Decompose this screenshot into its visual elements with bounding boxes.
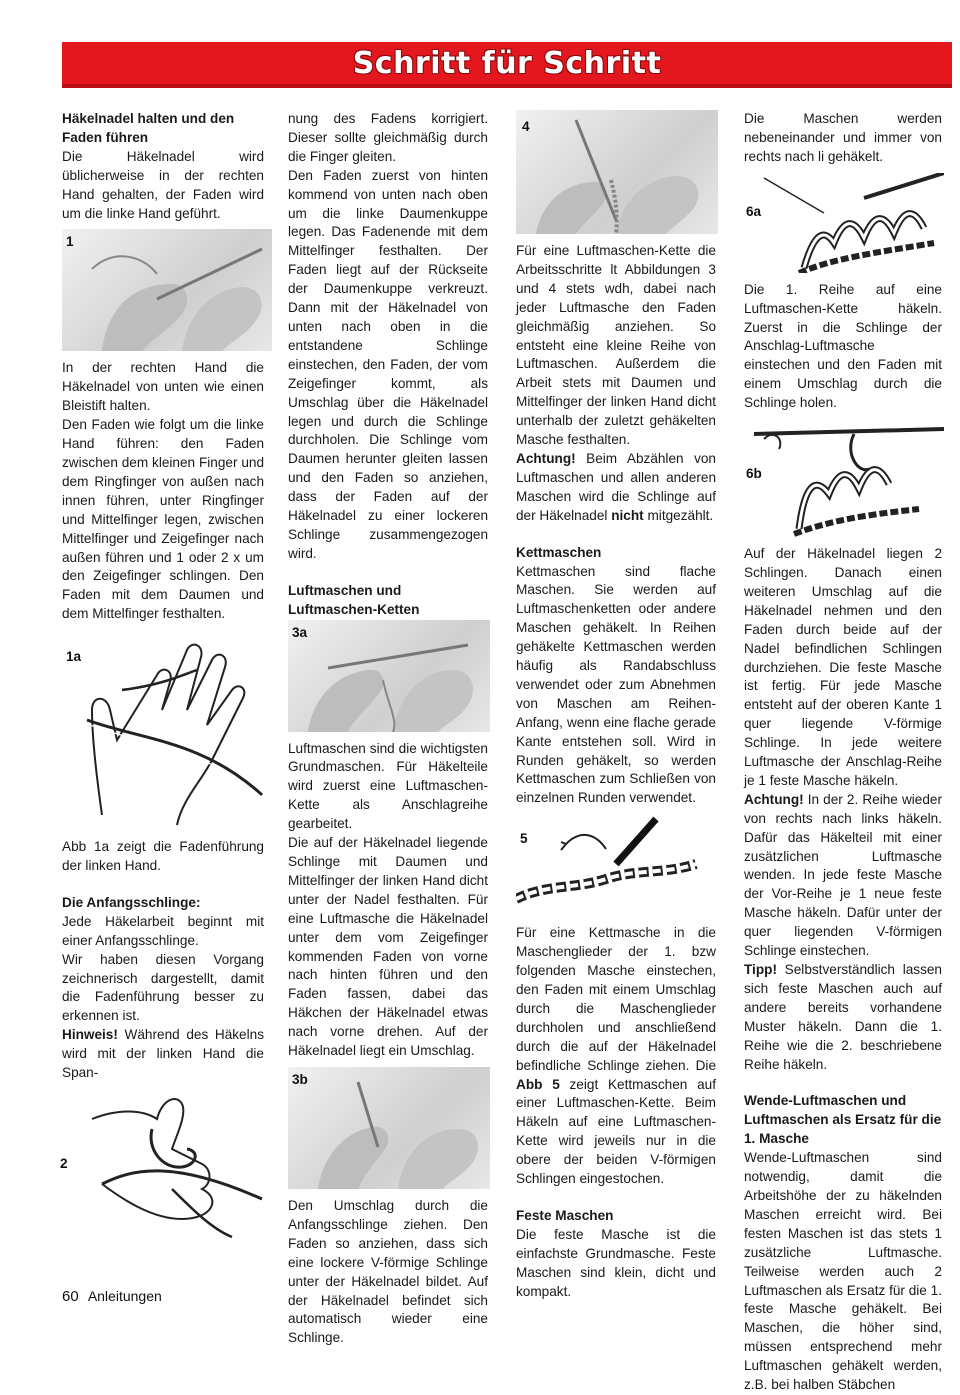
heading-slip-stitches: Kettmaschen <box>516 544 602 560</box>
page-number: 60 <box>62 1288 79 1305</box>
note-text: Beim Abzählen von Luftmaschen und allen anderen Maschen wird die Schlinge auf der Häkelnadel <box>516 450 716 523</box>
paragraph <box>516 924 716 1189</box>
photo-hands-3b <box>288 1067 490 1189</box>
paragraph: In der rechten Hand die Häkelnadel von unten wie einen Bleistift halten. <box>62 360 264 414</box>
column-2 <box>288 110 488 1348</box>
figure-number: 2 <box>60 1156 68 1171</box>
photo-hands-3a <box>288 620 490 732</box>
note-text: In der 2. Reihe wieder von rechts nach links häkeln. Dafür das Häkelteil mit einer zusätzlichen Luftmasche wenden. In jede feste Masche der Vor-Reihe je 1 neue feste Masche häkeln. Dafür unter der quer liegenden V-förmigen Schlinge einstechen. <box>744 791 942 959</box>
paragraph: Den Umschlag durch die Anfangsschlinge ziehen. Den Faden so anziehen, dass sich eine lockere V-förmige Schlinge unter der Häkelnadel bildet. Auf der Häkelnadel befindet sich automatisch wieder eine Schlinge. <box>288 1197 488 1346</box>
paragraph: Die auf der Häkelnadel liegende Schlinge mit Daumen und Mittelfinger der linken Hand dicht unter der Nadel festhalten. Für eine Luftmasche die Häkelnadel unter dem vom Zeigefinger kommenden Faden von vorne nach hinten führen und den Faden fassen, dabei das Häkchen der Häkelnadel etwas nach vorne drehen. Auf der Häkelnadel liegt ein Umschlag. <box>288 835 488 1059</box>
hand-outline-icon <box>62 630 272 830</box>
paragraph-text: zeigt Kettmaschen auf einer Luftmaschen-Kette. Beim Häkeln auf eine Luftmaschen-Kette wird jeweils nur in die obere der beiden V-förmigen Schlingen eingestochen. <box>516 1076 716 1187</box>
figure-number: 1a <box>66 649 82 665</box>
figure-number: 6a <box>746 203 762 219</box>
paragraph <box>744 961 942 1074</box>
drawing-hand-1a <box>62 630 272 830</box>
drawing-slip-stitch-5 <box>516 814 718 916</box>
paragraph: Jede Häkelarbeit beginnt mit einer Anfangsschlinge. <box>62 913 264 948</box>
single-crochet-row-icon <box>744 173 944 273</box>
heading-single-crochet: Feste Maschen <box>516 1207 614 1223</box>
note-emphasis: nicht <box>611 507 644 523</box>
heading-turning-chains: Wende-Luftmaschen und Luftmaschen als Ersatz für die 1. Masche <box>744 1093 942 1147</box>
page-title: Schritt für Schritt <box>352 46 662 81</box>
paragraph: Wende-Luftmaschen sind notwendig, damit die Arbeitshöhe der zu häkelnden Maschen erreicht wird. Bei festen Maschen ist das stets 1 zusätzliche Luftmasche. Teilweise werden auch 2 Luftmaschen als Ersatz für die 1. feste Masche gehäkelt. Bei Maschen, die höher sind, müssen entsprechend mehr Luftmaschen gehäkelt werden, z.B. bei halben Stäbchen <box>744 1150 942 1393</box>
figure-number: 6b <box>746 466 762 482</box>
column-1 <box>62 110 264 1249</box>
drawing-single-crochet-6a <box>744 173 944 273</box>
figure-number: 3a <box>292 624 308 640</box>
photo-hands-1 <box>62 229 272 351</box>
column-3 <box>516 110 716 1302</box>
paragraph <box>516 450 716 526</box>
note-label: Hinweis! <box>62 1027 118 1043</box>
title-banner <box>62 42 952 88</box>
hands-chain-icon <box>288 620 490 732</box>
page-footer <box>62 1288 162 1305</box>
photo-hands-4 <box>516 110 718 234</box>
figure-reference: Abb 5 <box>516 1076 560 1092</box>
start-loop-hand-icon <box>62 1089 272 1241</box>
hands-holding-hook-icon <box>62 229 272 351</box>
figure-number: 1 <box>66 234 74 250</box>
note-text: mitgezählt. <box>643 507 714 523</box>
heading-chain-stitches: Luftmaschen und Luftmaschen-Ketten <box>288 582 420 617</box>
paragraph: Den Faden zuerst von hinten kommend von unten nach oben um die linke Daumenkuppe legen. Das Fadenende mit dem Mittelfinger festhalten. Der Faden liegt auf der Rückseite der Daumenkuppe verkreuzt. Dann mit der Häkelnadel von unten nach oben in die entstandene Schlinge einstechen, den Faden, der vom Zeigefinger kommt, als Umschlag über die Häkelnadel legen und durch die Schlinge durchholen. Die Schlinge vom Daumen herunter gleiten lassen und den Faden so anziehen, dass der Faden auf der Häkelnadel zu einer lockeren Schlinge zusammengezogen wird. <box>288 167 488 561</box>
paragraph: Wir haben diesen Vorgang zeichnerisch dargestellt, damit die Fadenführung besser zu erkennen ist. <box>62 951 264 1024</box>
figure-number: 4 <box>522 119 530 134</box>
paragraph: Die Maschen werden nebeneinander und immer von rechts nach li gehäkelt. <box>744 111 942 164</box>
paragraph: Auf der Häkelnadel liegen 2 Schlingen. Danach einen weiteren Umschlag auf die Häkelnadel nehmen und den Faden durch beide auf der Nadel befindlichen Schlingen durchziehen. Die feste Masche ist fertig. Für jede Masche entsteht auf der oberen Kante 1 quer liegende V-förmige Schlinge. In jede weitere Luftmasche der Anschlag-Reihe je 1 feste Masche häkeln. <box>744 546 942 788</box>
column-4 <box>744 110 942 1395</box>
figure-number: 3b <box>292 1071 308 1087</box>
heading-start-loop: Die Anfangsschlinge: <box>62 894 201 910</box>
drawing-single-crochet-6b <box>744 419 944 537</box>
paragraph: Den Faden wie folgt um die linke Hand führen: den Faden zwischen dem kleinen Finger und dem Ringfinger von außen nach innen führen, unter Ringfinger und Mittelfinger legen, zwischen Mittelfinger und Zeigefinger nach außen führen und 1 oder 2 x um den Zeigefinger schlingen. Den Faden mit dem Daumen und dem Mittelfinger festhalten. <box>62 417 264 622</box>
paragraph: Für eine Luftmaschen-Kette die Arbeitsschritte lt Abbildungen 3 und 4 stets wdh, dabei nach jeder Luftmasche den Faden gleichmäßig anziehen. So entsteht eine kleine Reihe von Luftmaschen. Außerdem die Arbeit stets mit Daumen und Mittelfinger der linken Hand dicht unterhalb der zuletzt gehäkelten Masche festhalten. <box>516 243 716 448</box>
paragraph: Abb 1a zeigt die Fadenführung der linken Hand. <box>62 839 264 874</box>
note-label: Achtung! <box>744 791 804 807</box>
tip-label: Tipp! <box>744 962 777 977</box>
hands-chain-row-icon <box>516 110 718 234</box>
paragraph-text: Für eine Kettmasche in die Maschenglieder der 1. bzw folgenden Masche einstechen, den Faden mit einem Umschlag durch die Maschenglieder durchholen und anschließend durch die auf der Häkelnadel befindliche Schlinge ziehen. Die <box>516 925 716 1073</box>
paragraph: Kettmaschen sind flache Maschen. Sie werden auf Luftmaschenketten oder andere Maschen gehäkelt. In Reihen gehäkelte Kettmaschen werden häufig als Randabschluss verwendet oder zum Abnehmen von Maschen am Reihen-Anfang, wenn eine flache gerade Kante entstehen soll. Wird in Runden gehäkelt, so werden Kettmaschen zum Schließen von einzelnen Runden verwendet. <box>516 563 716 806</box>
paragraph <box>62 1026 264 1083</box>
tip-text: Selbstverständlich lassen sich feste Maschen auch auf andere bereits vorhandene Muster häkeln. Dann die 1. Reihe wie die 2. beschriebene Reihe häkeln. <box>744 962 942 1072</box>
drawing-hand-2 <box>62 1089 272 1241</box>
paragraph: Die feste Masche ist die einfachste Grundmasche. Feste Maschen sind klein, dicht und kompakt. <box>516 1226 716 1299</box>
heading-hold-needle: Häkelnadel halten und den Faden führen <box>62 111 235 145</box>
note-text: Während des Häkelns wird mit der linken Hand die Span- <box>62 1027 264 1081</box>
paragraph: Luftmaschen sind die wichtigsten Grundmaschen. Für Häkelteile wird zuerst eine Luftmaschen-Kette als Anschlagreihe gearbeitet. <box>288 740 488 832</box>
section-name: Anleitungen <box>87 1288 162 1304</box>
slip-stitch-chain-icon <box>516 814 718 916</box>
note-label: Achtung! <box>516 450 576 466</box>
paragraph: nung des Fadens korrigiert. Dieser sollte gleichmäßig durch die Finger gleiten. <box>288 111 488 164</box>
paragraph <box>744 791 942 961</box>
paragraph: Die 1. Reihe auf eine Luftmaschen-Kette häkeln. Zuerst in die Schlinge der Anschlag-Luftmasche einstechen und den Faden mit einem Umschlag durch die Schlinge holen. <box>744 281 942 411</box>
figure-number: 5 <box>520 831 528 847</box>
paragraph: Die Häkelnadel wird üblicherweise in der rechten Hand gehalten, der Faden wird um die linke Hand geführt. <box>62 148 264 221</box>
hands-yarn-over-icon <box>288 1067 490 1189</box>
two-loops-on-hook-icon <box>744 419 944 537</box>
